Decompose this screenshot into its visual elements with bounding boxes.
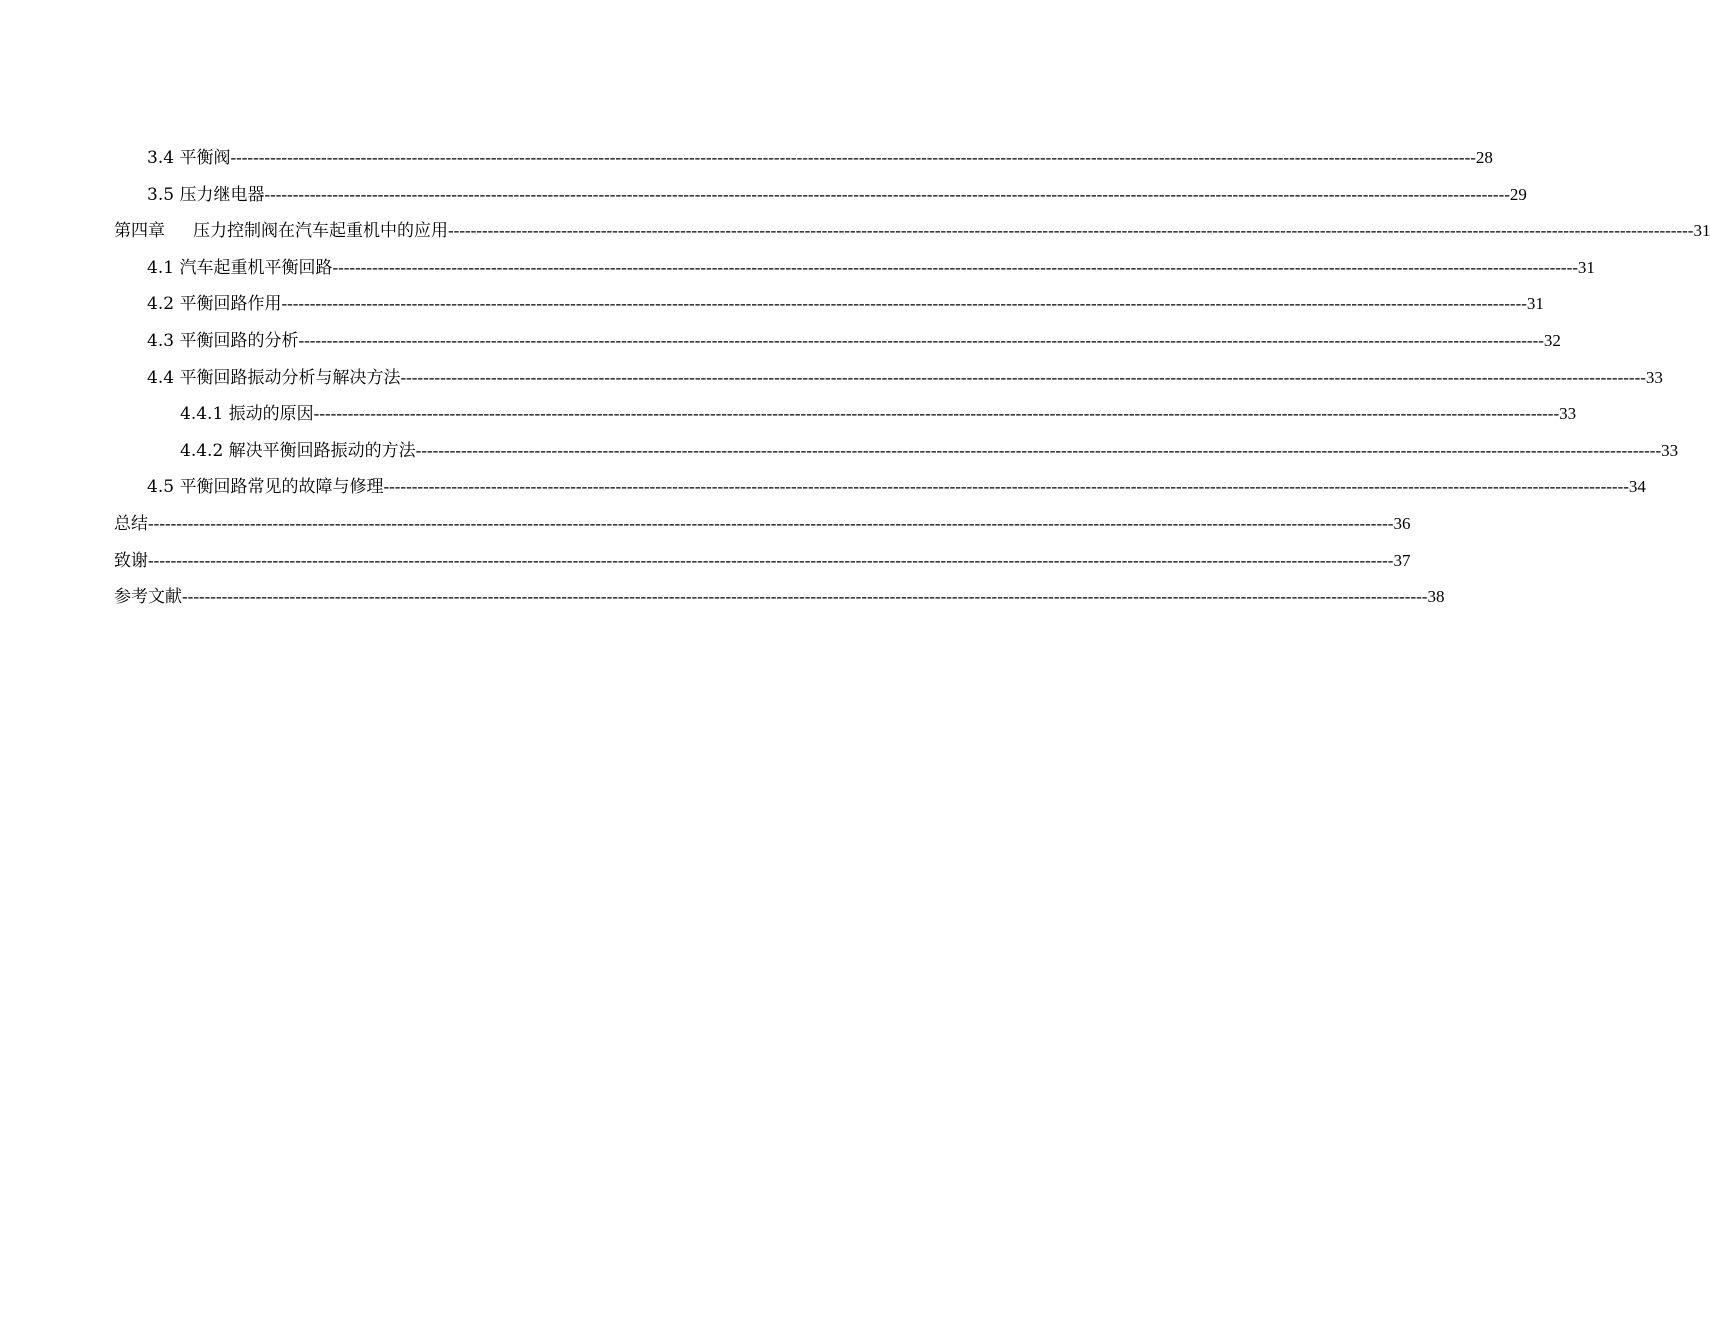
- toc-entry-title: 4.4 平衡回路振动分析与解决方法: [147, 367, 401, 388]
- toc-entry-title: 4.2 平衡回路作用: [147, 294, 282, 315]
- toc-entry-page: 33: [1661, 440, 1679, 460]
- toc-leader-dashes: ----------------------------------------------------------------------------------------------------------------------------------------------------------------------------------------------------------------------------: [415, 440, 1662, 460]
- toc-entry-title: 4.4.1 振动的原因: [180, 404, 314, 425]
- toc-entry-page: 29: [1509, 184, 1527, 204]
- toc-leader-dashes: ----------------------------------------------------------------------------------------------------------------------------------------------------------------------------------------------------------------------------: [298, 330, 1544, 350]
- toc-entry-page: 33: [1559, 404, 1577, 424]
- toc-entry-page: 38: [1427, 587, 1445, 607]
- toc-entry-4-4-2[interactable]: [114, 433, 1679, 470]
- toc-entry-title: 总结: [114, 513, 148, 534]
- toc-entry-title: 参考文献: [114, 587, 182, 608]
- toc-leader-dashes: ----------------------------------------------------------------------------------------------------------------------------------------------------------------------------------------------------------------------------: [332, 257, 1578, 277]
- toc-entry-3-4[interactable]: [114, 140, 1493, 177]
- toc-entry-page: 31: [1526, 294, 1544, 314]
- toc-leader-dashes: ----------------------------------------------------------------------------------------------------------------------------------------------------------------------------------------------------------------------------: [281, 294, 1527, 314]
- toc-leader-dashes: ----------------------------------------------------------------------------------------------------------------------------------------------------------------------------------------------------------------------------: [313, 404, 1560, 424]
- toc-leader-dashes: ----------------------------------------------------------------------------------------------------------------------------------------------------------------------------------------------------------------------------: [148, 550, 1394, 570]
- toc-leader-dashes: ----------------------------------------------------------------------------------------------------------------------------------------------------------------------------------------------------------------------------: [148, 513, 1394, 533]
- toc-entry-4-2[interactable]: [114, 286, 1544, 323]
- toc-entry-summary[interactable]: [114, 506, 1411, 543]
- toc-entry-title: 4.1 汽车起重机平衡回路: [147, 257, 333, 278]
- toc-entry-title: 4.5 平衡回路常见的故障与修理: [147, 477, 384, 498]
- toc-entry-references[interactable]: [114, 579, 1445, 616]
- toc-entry-page: 31: [1577, 257, 1595, 277]
- toc-leader-dashes: ----------------------------------------------------------------------------------------------------------------------------------------------------------------------------------------------------------------------------: [448, 221, 1694, 241]
- toc-entry-page: 32: [1543, 330, 1561, 350]
- toc-entry-4-4-1[interactable]: [114, 396, 1577, 433]
- toc-entry-page: 33: [1645, 367, 1663, 387]
- toc-entry-page: 36: [1393, 513, 1411, 533]
- toc-entry-title: [114, 213, 448, 250]
- toc-entry-title: 3.5 压力继电器: [147, 184, 265, 205]
- toc-entry-page: 28: [1475, 148, 1493, 167]
- toc-entry-title: 4.4.2 解决平衡回路振动的方法: [180, 440, 416, 461]
- toc-entry-title: 致谢: [114, 550, 148, 571]
- toc-entry-page: 37: [1393, 550, 1411, 570]
- toc-leader-dashes: ----------------------------------------------------------------------------------------------------------------------------------------------------------------------------------------------------------------------------: [400, 367, 1646, 387]
- toc-leader-dashes: ----------------------------------------------------------------------------------------------------------------------------------------------------------------------------------------------------------------------------: [264, 184, 1510, 204]
- toc-entry-page: 34: [1628, 477, 1646, 497]
- toc-leader-dashes: ----------------------------------------------------------------------------------------------------------------------------------------------------------------------------------------------------------------------------: [182, 587, 1428, 607]
- toc-entry-4-4[interactable]: [114, 360, 1663, 397]
- toc-entry-page: 31: [1693, 221, 1710, 241]
- toc-entry-3-5[interactable]: [114, 177, 1527, 214]
- toc-entry-chapter-4[interactable]: [114, 213, 1710, 250]
- toc-entry-title: 4.3 平衡回路的分析: [147, 330, 299, 351]
- toc-entry-acknowledgements[interactable]: [114, 543, 1411, 580]
- toc-entry-title: 3.4 平衡阀: [147, 148, 231, 168]
- toc-entry-4-1[interactable]: [114, 250, 1595, 287]
- table-of-contents: [114, 140, 1710, 616]
- toc-chapter-title: 压力控制阀在汽车起重机中的应用: [193, 221, 448, 242]
- toc-leader-dashes: ----------------------------------------------------------------------------------------------------------------------------------------------------------------------------------------------------------------------------: [230, 148, 1476, 167]
- toc-chapter-number: 第四章: [114, 221, 165, 242]
- toc-leader-dashes: ----------------------------------------------------------------------------------------------------------------------------------------------------------------------------------------------------------------------------: [383, 477, 1629, 497]
- toc-entry-4-5[interactable]: [114, 469, 1646, 506]
- toc-entry-4-3[interactable]: [114, 323, 1561, 360]
